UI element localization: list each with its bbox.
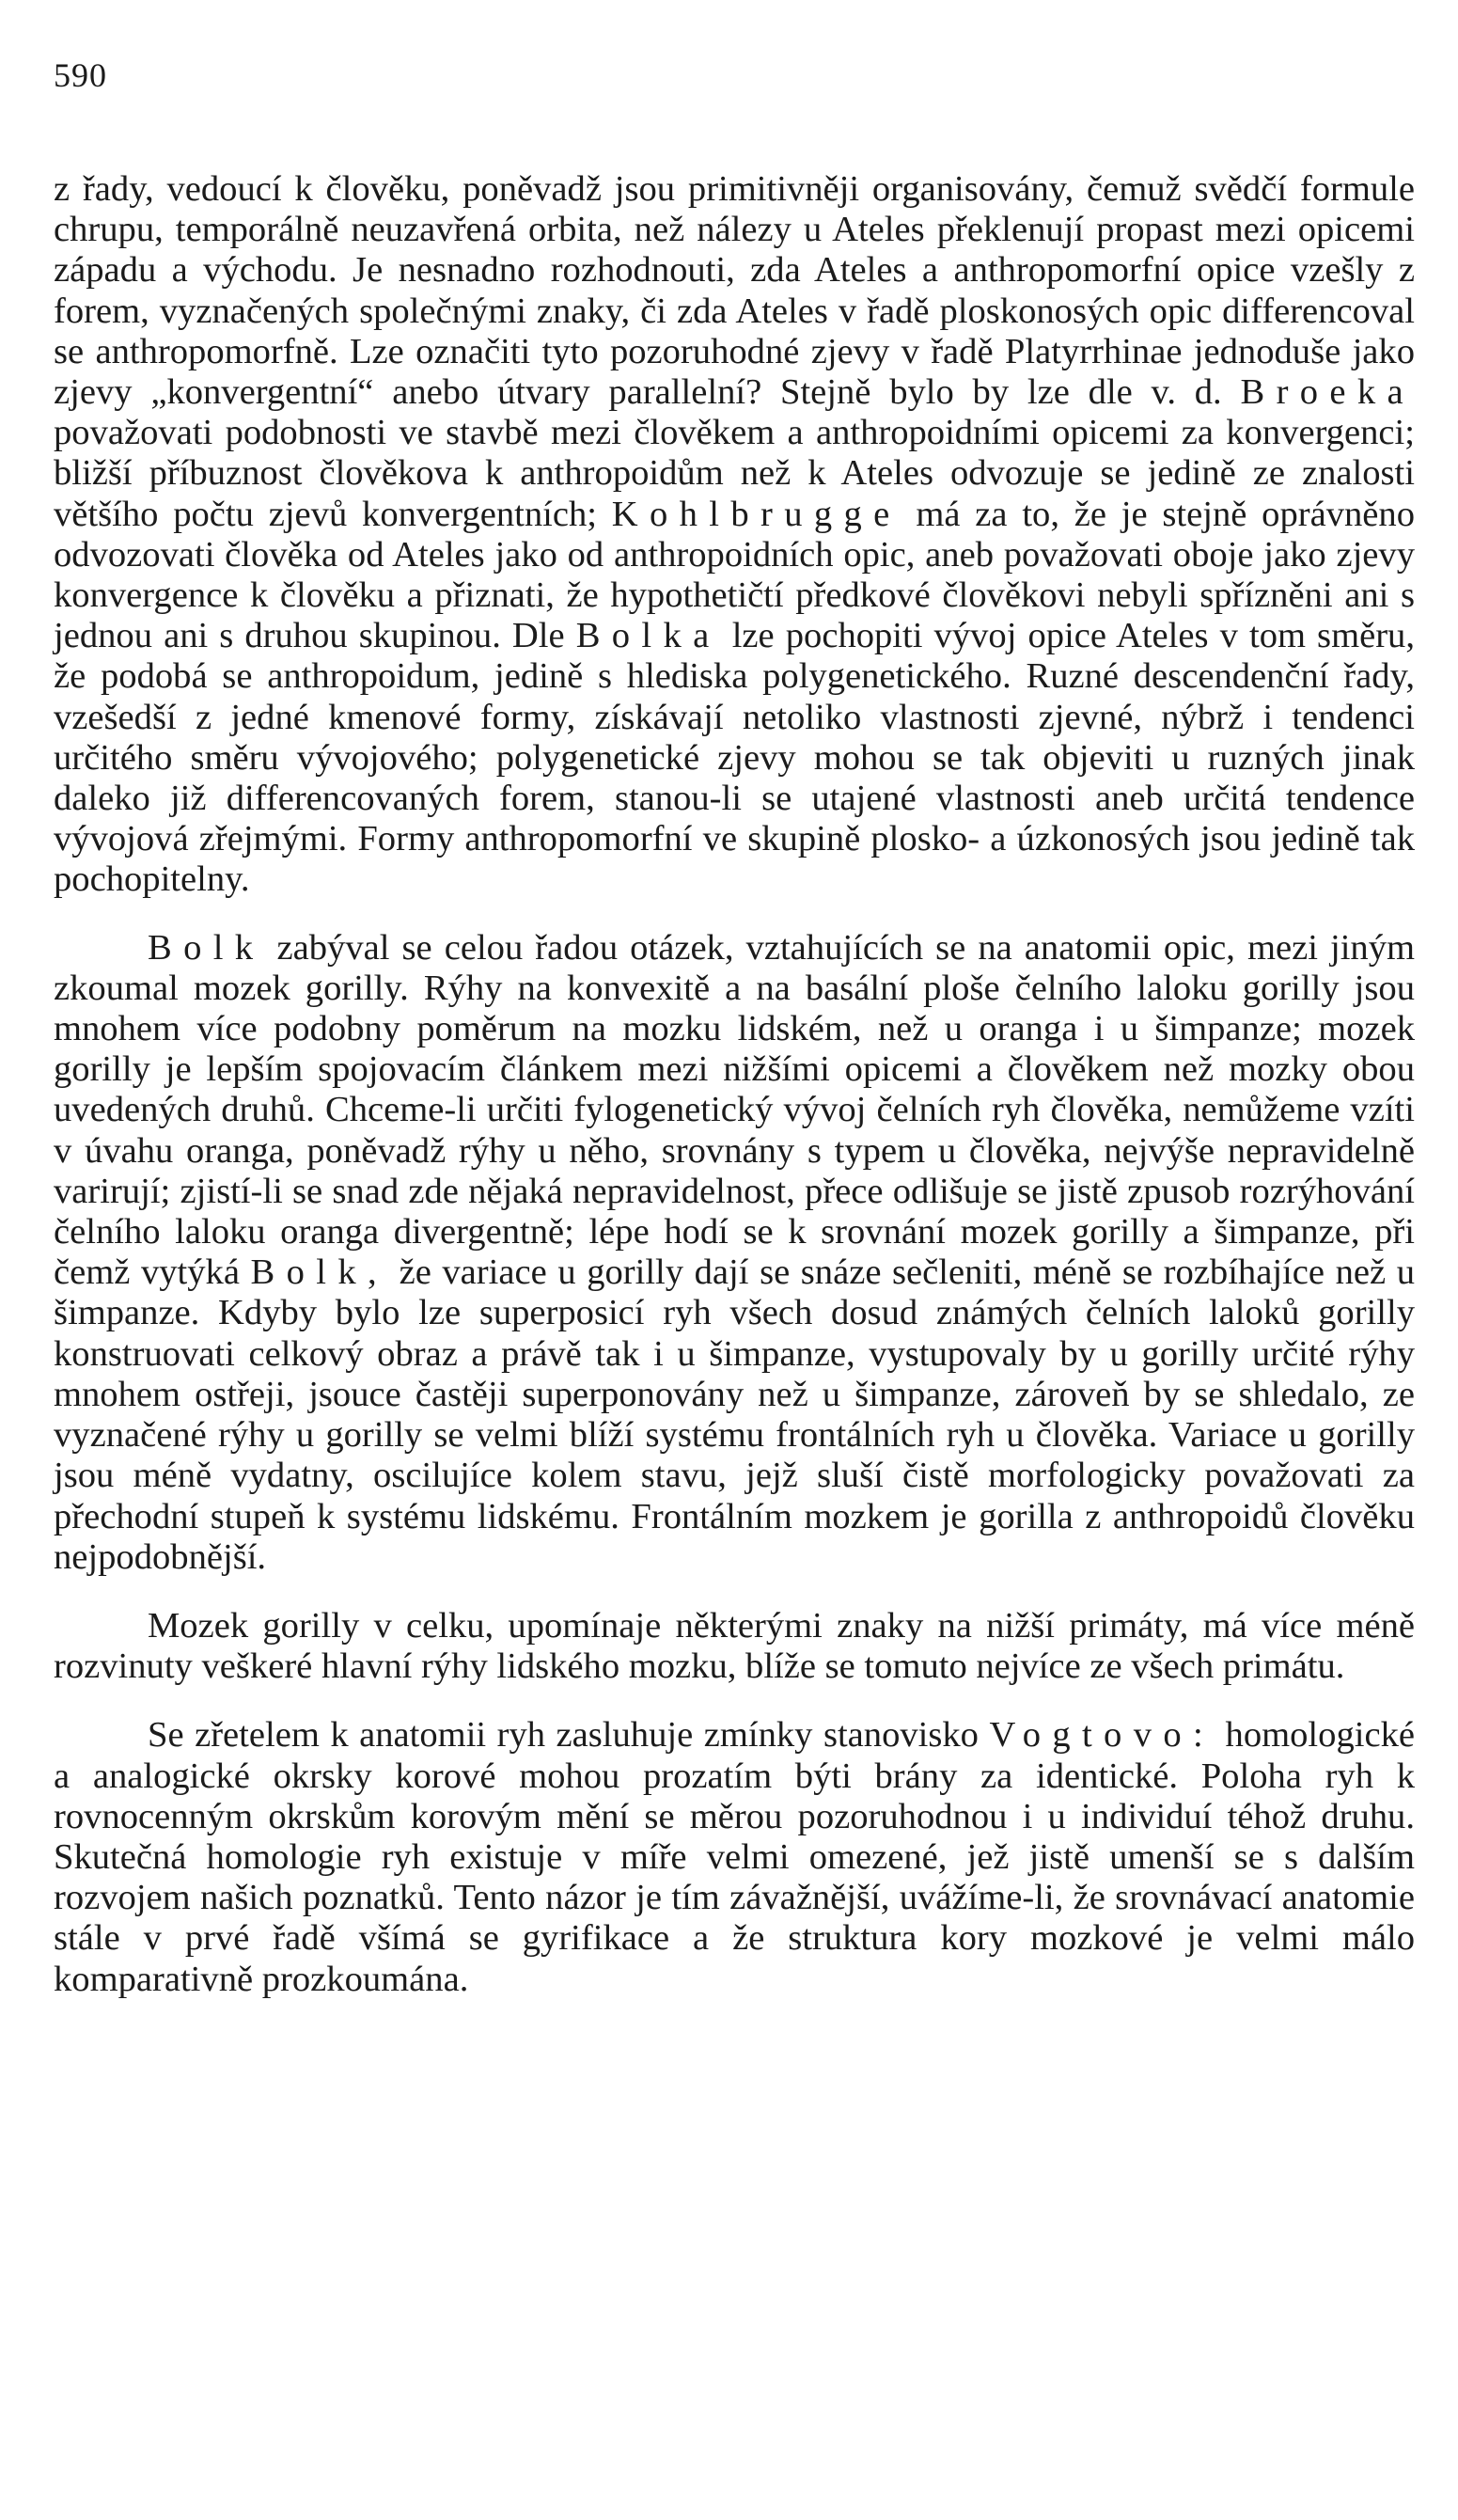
document-page [54, 56, 1415, 2000]
author-name-bolka: Bolka [575, 616, 721, 656]
paragraph-2 [54, 928, 1415, 1578]
author-name-bolk: Bolk [148, 927, 265, 968]
author-name-broeka: Broeka [1240, 372, 1415, 413]
paragraph-3-text-1: Mozek gorilly v celku, upomínaje některými znaky na nižší primáty, má více méně rozvinuty veškeré hlavní rýhy lidského mozku, blíže se tomuto nejvíce ze všech primátu. [54, 1605, 1415, 1687]
page-number: 590 [54, 56, 107, 94]
paragraph-2-text-1: zabýval se celou řadou otázek, vztahujících se na anatomii opic, mezi jiným zkoumal mozek gorilly. Rýhy na konvexitě a na basální ploše čelního laloku gorilly jsou mnohem více podobny poměrum na mozku lidském, než u oranga i u šimpanze; mozek gorilly je lepším spojovacím článkem mezi nižšími opicemi a člověkem než mozky obou uvedených druhů. Chceme-li určiti fylogenetický vývoj čelních ryh člověka, nemůžeme vzíti v úvahu oranga, poněvadž rýhy u něho, srovnány s typem u člověka, nejvýše nepravidelně varirují; zjistí-li se snad zde nějaká nepravidelnost, přece odlišuje se jistě zpusob rozrýhování čelního laloku oranga divergentně; lépe hodí se k srovnání mozek gorilly a šimpanze, při čemž vytýká [54, 927, 1415, 1293]
paragraph-4-text-2: homologické a analogické okrsky korové mohou prozatím býti brány za identické. Poloha ryh k rovnocenným okrskům korovým mění se měrou pozoruhodnou i u individuí téhož druhu. Skutečná homologie ryh existuje v míře velmi omezené, jež jistě umenší se s dalším rozvojem našich poznatků. Tento názor je tím závažnější, uvážíme-li, že srovnávací anatomie stále v prvé řadě všímá se gyrifikace a že struktura kory mozkové je velmi málo komparativně prozkoumána. [54, 1715, 1415, 1999]
paragraph-4 [54, 1715, 1415, 1999]
author-name-bolk-2: Bolk, [250, 1252, 388, 1293]
author-name-kohlbrugge: Kohlbrugge [611, 494, 901, 534]
author-name-vogtovo: Vogtovo: [989, 1715, 1215, 1756]
paragraph-1-text-4: lze pochopiti vývoj opice Ateles v tom směru, že podobá se anthropoidum, jedině s hlediska polygenetického. Ruzné descendenční řady, vzešedší z jedné kmenové formy, získávají netoliko vlastnosti zjevné, nýbrž i tendenci určitého směru vývojového; polygenetické zjevy mohou se tak objeviti u ruzných jinak daleko již differencovaných forem, stanou-li se utajené vlastnosti aneb určitá tendence vývojová zřejmými. Formy anthropomorfní ve skupině plosko- a úzkonosých jsou jedině tak pochopitelny. [54, 616, 1415, 900]
paragraph-2-text-2: že variace u gorilly dají se snáze sečleniti, méně se rozbíhajíce než u šimpanze. Kdyby bylo lze superposicí ryh všech dosud známých čelních laloků gorilly konstruovati celkový obraz a právě tak i u šimpanze, vystupovaly by u gorilly určité rýhy mnohem ostřeji, jsouce častěji superponovány než u šimpanze, zároveň by se shledalo, ze vyznačené rýhy u gorilly se velmi blíží systému frontálních ryh u člověka. Variace u gorilly jsou méně vydatny, oscilujíce kolem stavu, jejž sluší čistě morfologicky považovati za přechodní stupeň k systému lidskému. Frontálním mozkem je gorilla z anthropoidů člověku nejpodobnější. [54, 1252, 1415, 1577]
paragraph-4-text-1: Se zřetelem k anatomii ryh zasluhuje zmínky stanovisko [148, 1715, 990, 1756]
paragraph-1 [54, 169, 1415, 901]
paragraph-3 [54, 1606, 1415, 1687]
paragraph-1-text-3: má za to, že je stejně oprávněno odvozovati člověka od Ateles jako od anthropoidních opic, aneb považovati oboje jako zjevy konvergence k člověku a přiznati, že hypothetičtí předkové člověkovi nebyli spřízněni ani s jednou ani s druhou skupinou. Dle [54, 494, 1415, 656]
paragraph-1-text-2: považovati podobnosti ve stavbě mezi člověkem a anthropoidními opicemi za konvergenci; bližší příbuznost člověkova k anthropoidům než k Ateles odvozuje se jedině ze znalosti většího počtu zjevů konvergentních; [54, 413, 1415, 534]
paragraph-1-text-1: z řady, vedoucí k člověku, poněvadž jsou primitivněji organisovány, čemuž svědčí formule chrupu, temporálně neuzavřená orbita, než nálezy u Ateles překlenují propast mezi opicemi západu a východu. Je nesnadno rozhodnouti, zda Ateles a anthropomorfní opice vzešly z forem, vyznačených společnými znaky, či zda Ateles v řadě ploskonosých opic differencoval se anthropomorfně. Lze označiti tyto pozoruhodné zjevy v řadě Platyrrhinae jednoduše jako zjevy „konvergentní“ anebo útvary parallelní? Stejně bylo by lze dle v. d. [54, 169, 1415, 413]
